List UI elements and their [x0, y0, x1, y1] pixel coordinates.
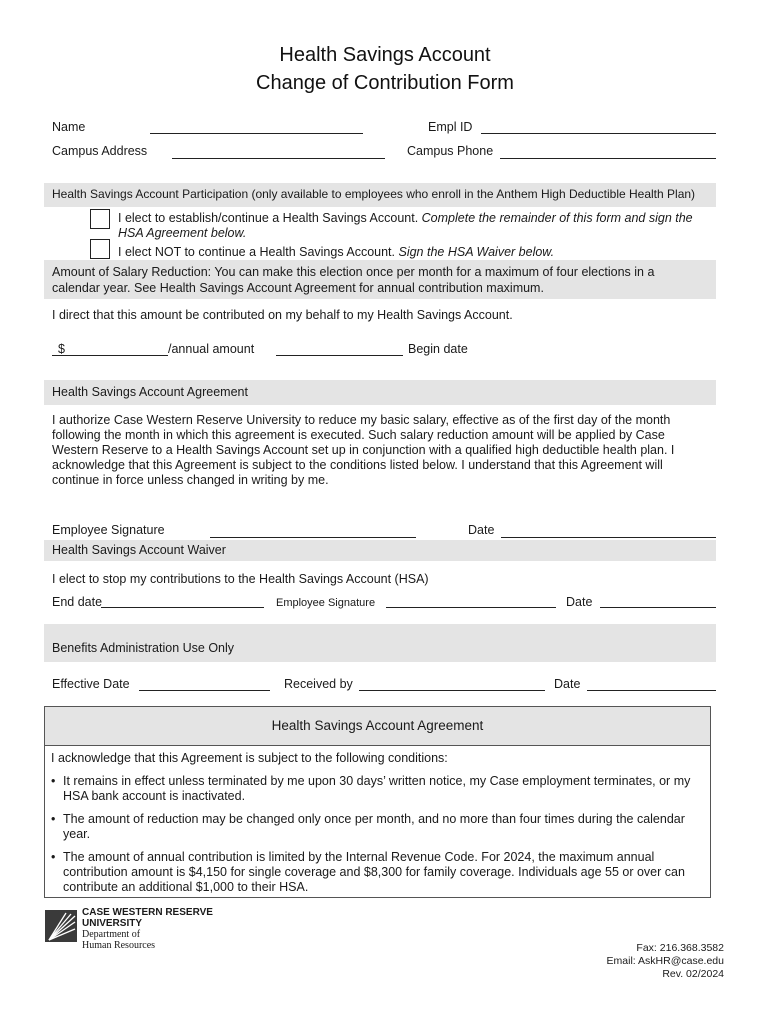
waiver-date-field[interactable] — [600, 607, 716, 608]
condition-text: contribute an additional $1,000 to their HSA. — [63, 880, 309, 894]
received-by-field[interactable] — [359, 690, 545, 691]
effective-date-field[interactable] — [139, 690, 270, 691]
effective-date-label: Effective Date — [52, 677, 130, 691]
university-logo-text — [82, 907, 213, 951]
agreement-date-label: Date — [468, 523, 495, 537]
admin-header-band — [44, 624, 716, 662]
agreement-line: I authorize Case Western Reserve University to reduce my basic salary, effective as of the first day of the month — [52, 413, 671, 427]
agreement-text — [52, 413, 712, 488]
waiver-header: Health Savings Account Waiver — [52, 543, 226, 557]
elect-continue-checkbox[interactable] — [90, 209, 110, 229]
footer-revision: Rev. 02/2024 — [662, 968, 724, 980]
elect-continue-instructions-cont: HSA Agreement below. — [118, 226, 247, 240]
received-by-label: Received by — [284, 677, 353, 691]
footer-email: Email: AskHR@case.edu — [606, 955, 724, 967]
waiver-header-band — [44, 540, 716, 561]
university-logo-icon — [45, 910, 77, 942]
annual-amount-label: /annual amount — [168, 342, 255, 356]
agreement-line: following the month in which this agreement is executed. Such salary reduction amount will be applied by Case — [52, 428, 665, 442]
end-date-field[interactable] — [101, 607, 264, 608]
end-date-label: End date — [52, 595, 103, 609]
direct-contribution-text: I direct that this amount be contributed on my behalf to my Health Savings Account. — [52, 308, 513, 322]
agreement-header-band — [44, 380, 716, 405]
elect-not-continue-text: I elect NOT to continue a Health Savings Account. — [118, 245, 399, 259]
admin-header: Benefits Administration Use Only — [52, 641, 235, 655]
participation-header: Health Savings Account Participation (only available to employees who enroll in the Anthem High Deductible Health Plan) — [52, 187, 696, 201]
elect-not-continue-checkbox[interactable] — [90, 239, 110, 259]
elect-continue-option — [118, 211, 718, 241]
campus-phone-field[interactable] — [500, 158, 716, 159]
condition-text: It remains in effect unless terminated by me upon 30 days’ written notice, my Case employment terminates, or my — [63, 774, 691, 788]
agreement-signature-field[interactable] — [210, 537, 416, 538]
elect-not-continue-instructions: Sign the HSA Waiver below. — [398, 245, 555, 259]
form-title-line2: Change of Contribution Form — [256, 72, 514, 94]
salary-reduction-line2: calendar year. See Health Savings Account Agreement for annual contribution maximum. — [52, 281, 544, 295]
waiver-signature-field[interactable] — [386, 607, 556, 608]
campus-phone-label: Campus Phone — [407, 144, 494, 158]
annual-amount-field[interactable] — [52, 355, 168, 356]
begin-date-field[interactable] — [276, 355, 403, 356]
empl-id-field[interactable] — [481, 133, 716, 134]
elect-continue-instructions: Complete the remainder of this form and sign the — [421, 211, 693, 225]
empl-id-label: Empl ID — [428, 120, 473, 134]
name-label: Name — [52, 120, 86, 134]
condition-text: contribution amount is $4,150 for single coverage and $8,300 for family coverage. Individuals age 55 or over can — [63, 865, 685, 879]
footer-fax: Fax: 216.368.3582 — [636, 942, 724, 954]
name-field[interactable] — [150, 133, 363, 134]
condition-text: The amount of annual contribution is limited by the Internal Revenue Code. For 2024, the maximum annual — [63, 850, 655, 864]
logo-line3: Department of — [82, 929, 141, 940]
waiver-date-label: Date — [566, 595, 593, 609]
logo-line2: UNIVERSITY — [82, 918, 143, 929]
elect-not-continue-option — [118, 245, 718, 260]
bullet-icon: • — [51, 850, 56, 864]
agreement-signature-label: Employee Signature — [52, 523, 165, 537]
salary-reduction-line1: Amount of Salary Reduction: You can make this election once per month for a maximum of four elections in a — [52, 265, 655, 279]
logo-line4: Human Resources — [82, 940, 156, 951]
agreement-line: acknowledge that this Agreement is subject to the conditions listed below. I understand that this Agreement will — [52, 458, 663, 472]
agreement-line: continue in force unless changed in writing by me. — [52, 473, 329, 487]
waiver-signature-label: Employee Signature — [276, 597, 376, 609]
condition-text: year. — [63, 827, 91, 841]
campus-address-field[interactable] — [172, 158, 385, 159]
participation-header-band — [44, 183, 716, 207]
conditions-box — [44, 706, 711, 898]
condition-text: HSA bank account is inactivated. — [63, 789, 246, 803]
campus-address-label: Campus Address — [52, 144, 148, 158]
admin-date-field[interactable] — [587, 690, 716, 691]
bullet-icon: • — [51, 774, 56, 788]
agreement-line: Western Reserve to a Health Savings Account set up in conjunction with a qualified high deductible health plan. I — [52, 443, 675, 457]
salary-reduction-band — [44, 260, 716, 299]
waiver-text: I elect to stop my contributions to the Health Savings Account (HSA) — [52, 572, 429, 586]
conditions-intro: I acknowledge that this Agreement is subject to the following conditions: — [51, 751, 448, 765]
logo-line1: CASE WESTERN RESERVE — [82, 907, 213, 918]
admin-date-label: Date — [554, 677, 581, 691]
begin-date-label: Begin date — [408, 342, 468, 356]
conditions-title: Health Savings Account Agreement — [45, 707, 710, 746]
elect-continue-text: I elect to establish/continue a Health Savings Account. — [118, 211, 422, 225]
agreement-date-field[interactable] — [501, 537, 716, 538]
bullet-icon: • — [51, 812, 56, 826]
form-title-line1: Health Savings Account — [279, 44, 491, 66]
agreement-header: Health Savings Account Agreement — [52, 385, 248, 399]
condition-text: The amount of reduction may be changed only once per month, and no more than four times during the calendar — [63, 812, 685, 826]
dollar-sign: $ — [58, 342, 65, 356]
